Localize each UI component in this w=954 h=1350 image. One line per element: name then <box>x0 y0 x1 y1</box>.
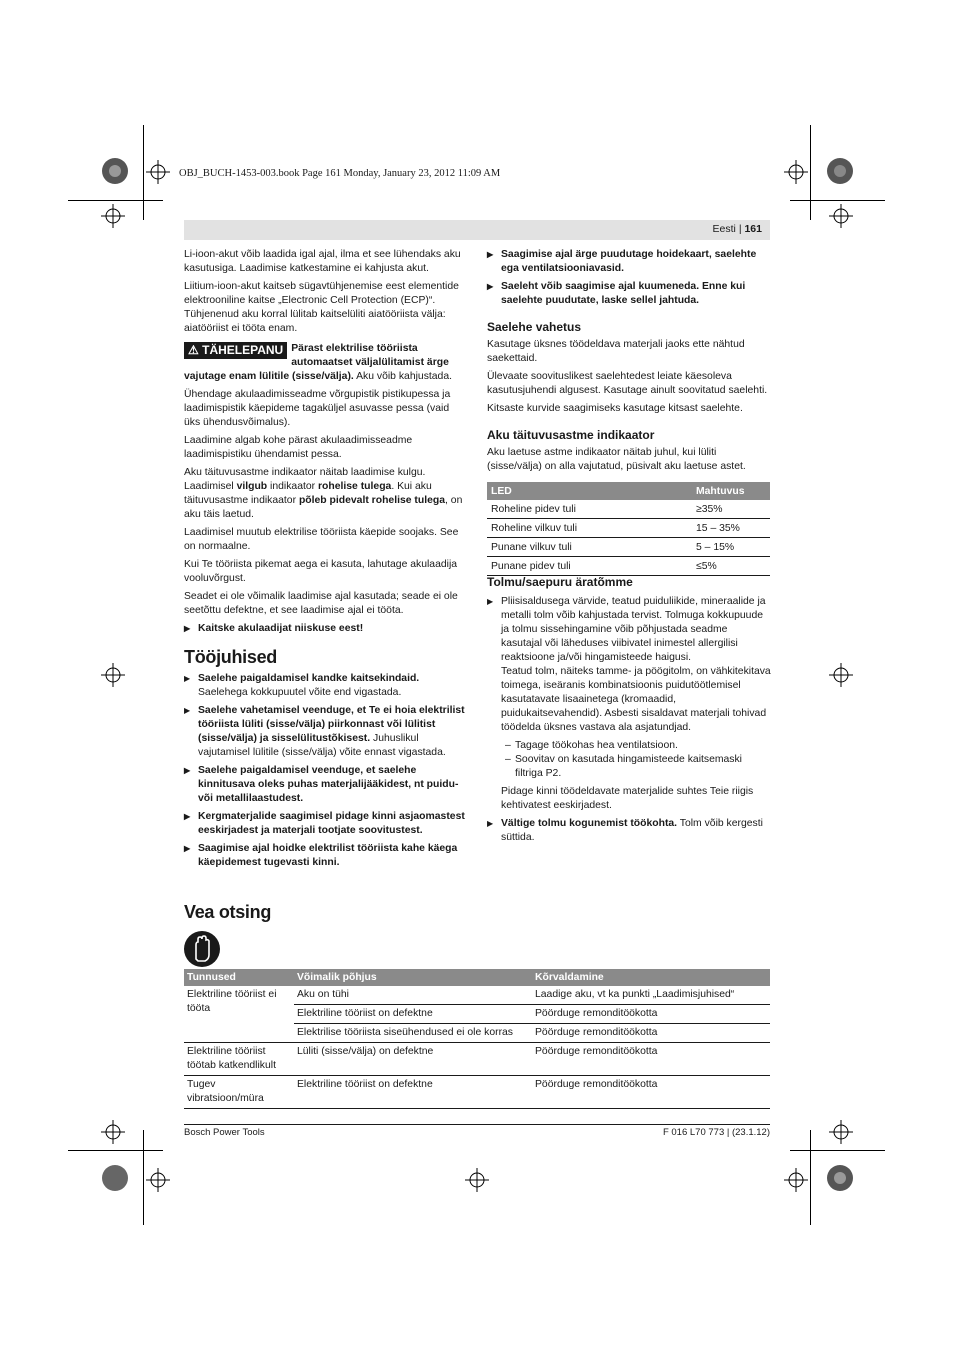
bullet-item: ▶ Saelehe paigaldamisel veenduge, et saelehe kinnitusava oleks puhas materjalijääkidest, nt puidu- või metallilaastudest. <box>184 764 466 806</box>
bullet-item: ▶ Kergmaterjalide saagimisel pidage kinni asjaomastest eeskirjadest ja materjali tootjate soovitustest. <box>184 810 466 838</box>
column-header: Mahtuvus <box>692 482 770 500</box>
troubleshooting-table <box>184 969 770 1109</box>
right-column <box>487 248 771 478</box>
table-cell: Lüliti (sisse/välja) on defektne <box>294 1043 532 1076</box>
crosshair-icon <box>146 1168 170 1192</box>
table-row <box>487 557 770 576</box>
column-header: Kõrvaldamine <box>532 969 770 986</box>
table-row <box>487 519 770 538</box>
led-table <box>487 482 770 576</box>
table-header-row <box>184 969 770 986</box>
crosshair-icon <box>829 663 853 687</box>
bullet-item: ▶ Vältige tolmu kogunemist töökohta. Tolm võib kergesti süttida. <box>487 817 771 845</box>
section-title-saelehe-vahetus: Saelehe vahetus <box>487 320 582 334</box>
paragraph: Liitium-ioon-akut kaitseb sügavtühjenemise eest elementide elektrooniline kaitse „Electronic Cell Protection (ECP)“. Tühjenenud aku korral lülitab kaitselüliti aiatööriista välja: aiatööriist ei tööta enam. <box>184 281 459 334</box>
table-cell: 5 – 15% <box>692 538 770 557</box>
warning-triangle-icon: ⚠ <box>188 343 199 357</box>
crop-mark <box>790 1150 885 1151</box>
bullet-item: ▶ Saeleht võib saagimise ajal kuumeneda. Enne kui saelehte puudutate, laske sellel jahtuda. <box>487 280 771 308</box>
table-cell: Pöörduge remonditöökotta <box>532 1024 770 1043</box>
crop-mark <box>810 125 811 220</box>
section-title-aku-indikaator: Aku täituvusastme indikaator <box>487 428 655 442</box>
table-cell: Aku on tühi <box>294 986 532 1005</box>
table-row <box>487 538 770 557</box>
crosshair-icon <box>829 204 853 228</box>
footer-brand: Bosch Power Tools <box>184 1127 265 1138</box>
registration-target-icon <box>100 156 130 186</box>
dash-item: – Soovitav on kasutada hingamisteede kaitsemaski filtriga P2. <box>487 753 771 781</box>
bullet-item: ▶ Pliisisaldusega värvide, teatud puiduliikide, mineraalide ja metalli tolm võib kahjustada tervist. Tolmuga kokkupuude ja tolmu sissehingamine võib põhjustada seadme kasutajal või läheduses viibivatel inimestel allergilisi reaktsioone ja/või hingamisteede haigusi. <box>487 595 771 665</box>
warning-label: TÄHELEPANU <box>202 343 284 357</box>
paragraph: Li-ioon-akut võib laadida igal ajal, ilma et see lühendaks aku kasutusiga. Laadimise katkestamine ei kahjusta akut. <box>184 249 461 274</box>
column-header: Tunnused <box>184 969 294 986</box>
registration-target-icon <box>825 1163 855 1193</box>
table-cell: Pöörduge remonditöökotta <box>532 1076 770 1109</box>
paragraph: Ülevaate soovituslikest saelehtedest leiate käesoleva kasutusjuhendi algusest. Kasutage ainult soovitatud saelehti. <box>487 371 768 396</box>
crop-mark <box>68 200 163 201</box>
paragraph: Pidage kinni töödeldavate materjalide suhtes Teie riigis kehtivatest eeskirjadest. <box>501 786 754 811</box>
table-row <box>487 500 770 519</box>
table-row <box>184 986 770 1005</box>
paragraph: Laadimine algab kohe pärast akulaadimisseadme laadimispistiku ühendamist pessa. <box>184 435 413 460</box>
section-title-toojuhised: Tööjuhised <box>184 647 277 667</box>
table-cell: Elektrilise tööriista siseühendused ei ole korras <box>294 1024 532 1043</box>
dash-item: – Tagage töökohas hea ventilatsioon. <box>487 739 771 753</box>
crosshair-icon <box>101 1120 125 1144</box>
warning-block <box>184 342 466 384</box>
bullet-item: ▶ Kaitske akulaadijat niiskuse eest! <box>184 622 466 636</box>
table-cell: 15 – 35% <box>692 519 770 538</box>
table-cell: Elektriline tööriist töötab katkendlikult <box>184 1043 294 1076</box>
section-title-vea-otsing: Vea otsing <box>184 902 272 922</box>
crosshair-icon <box>784 160 808 184</box>
crop-mark <box>68 1150 163 1151</box>
column-header: Võimalik põhjus <box>294 969 532 986</box>
warning-text: Aku võib kahjustada. <box>353 371 452 382</box>
table-cell: Tugev vibratsioon/müra <box>184 1076 294 1109</box>
crop-mark <box>810 1130 811 1225</box>
header-language: Eesti <box>712 223 736 235</box>
page-number: 161 <box>744 223 762 235</box>
registration-target-icon <box>825 156 855 186</box>
header-separator: | <box>738 223 742 235</box>
bullet-item: ▶ Saelehe vahetamisel veenduge, et Te ei hoia elektrilist tööriista lüliti (sisse/välja) piirkonnast või lülitist (sisse/välja) ja sisselülitustõkisest. Juhuslikul vajutamisel lülitile (sisse/välja) võite ennast vigastada. <box>184 704 466 760</box>
crosshair-icon <box>829 1120 853 1144</box>
table-row <box>184 1076 770 1109</box>
table-cell: Laadige aku, vt ka punkti „Laadimisjuhised“ <box>532 986 770 1005</box>
table-cell: ≤5% <box>692 557 770 576</box>
paragraph: Kitsaste kurvide saagimiseks kasutage kitsast saelehte. <box>487 403 743 414</box>
paragraph: Seadet ei ole võimalik laadimise ajal kasutada; seade ei ole seetõttu defektne, et see laadimise ajal ei tööta. <box>184 591 458 616</box>
paragraph: Ühendage akulaadimisseadme võrgupistik pistikupessa ja laadimispistik käepideme tagaküljel asuvasse pessa (vaid üks ühendusvõimalus). <box>184 389 451 428</box>
table-cell: Elektriline tööriist on defektne <box>294 1005 532 1024</box>
table-cell: Elektriline tööriist ei tööta <box>184 986 294 1043</box>
crop-mark <box>790 200 885 201</box>
table-cell: Pöörduge remonditöökotta <box>532 1043 770 1076</box>
bullet-item: ▶ Saagimise ajal ärge puudutage hoidekaart, saelehte ega ventilatsiooniavasid. <box>487 248 771 276</box>
crosshair-icon <box>784 1168 808 1192</box>
crosshair-icon <box>465 1168 489 1192</box>
crosshair-icon <box>101 204 125 228</box>
right-column-lower <box>487 575 771 849</box>
column-header: LED <box>487 482 692 500</box>
table-cell: Punane vilkuv tuli <box>487 538 692 557</box>
table-cell: Elektriline tööriist on defektne <box>294 1076 532 1109</box>
page-header <box>184 220 770 240</box>
crop-mark <box>143 125 144 220</box>
table-cell: Pöörduge remonditöökotta <box>532 1005 770 1024</box>
section-title-tolm: Tolmu/saepuru äratõmme <box>487 575 633 589</box>
table-cell: Roheline vilkuv tuli <box>487 519 692 538</box>
warning-bold-text: Pärast elektrilise tööriista automaatset väljalülitamist ärge vajutage enam lülitile (sisse/välja). <box>184 343 449 382</box>
crop-mark <box>143 1130 144 1225</box>
table-cell: ≥35% <box>692 500 770 519</box>
crosshair-icon <box>101 663 125 687</box>
table-row <box>184 1043 770 1076</box>
registration-target-icon <box>100 1163 130 1193</box>
bullet-item: ▶ Saelehe paigaldamisel kandke kaitsekindaid. Saelehega kokkupuutel võite end vigastada. <box>184 672 466 700</box>
print-slug: OBJ_BUCH-1453-003.book Page 161 Monday, January 23, 2012 11:09 AM <box>179 168 501 179</box>
paragraph: Aku täituvusastme indikaator näitab laadimise kulgu. Laadimisel vilgub indikaator rohelise tulega. Kui aku täituvusastme indikaator põleb pidevalt rohelise tulega, on aku täis laetud. <box>184 467 463 520</box>
paragraph: Kui Te tööriista pikemat aega ei kasuta, lahutage akulaadija vooluvõrgust. <box>184 559 458 584</box>
glove-icon <box>184 931 220 967</box>
table-cell: Roheline pidev tuli <box>487 500 692 519</box>
table-cell: Punane pidev tuli <box>487 557 692 576</box>
paragraph: Aku laetuse astme indikaator näitab juhul, kui lüliti (sisse/välja) on alla vajutatud, püsivalt aku laetuse astet. <box>487 447 746 472</box>
paragraph: Kasutage üksnes töödeldava materjali jaoks ette nähtud saekettaid. <box>487 339 745 364</box>
left-column <box>184 248 466 874</box>
bullet-item: ▶ Saagimise ajal hoidke elektrilist tööriista kahe käega käepidemest tugevasti kinni. <box>184 842 466 870</box>
footer-rule <box>184 1124 770 1125</box>
paragraph: Teatud tolm, näiteks tamme- ja pöögitolm, on vähkitekitava toimega, iseäranis kombinatsioonis puidutöötlemisel kasutatavate lisaainetega (kromaadid, puidukaitsevahendid). Asbesti sisaldavat materjali tohivad töödelda üksnes vastava ala asjatundjad. <box>501 666 771 733</box>
warning-badge <box>184 342 287 359</box>
table-header-row <box>487 482 770 500</box>
paragraph: Laadimisel muutub elektrilise tööriista käepide soojaks. See on normaalne. <box>184 527 459 552</box>
footer-code: F 016 L70 773 | (23.1.12) <box>662 1127 770 1138</box>
crosshair-icon <box>146 160 170 184</box>
